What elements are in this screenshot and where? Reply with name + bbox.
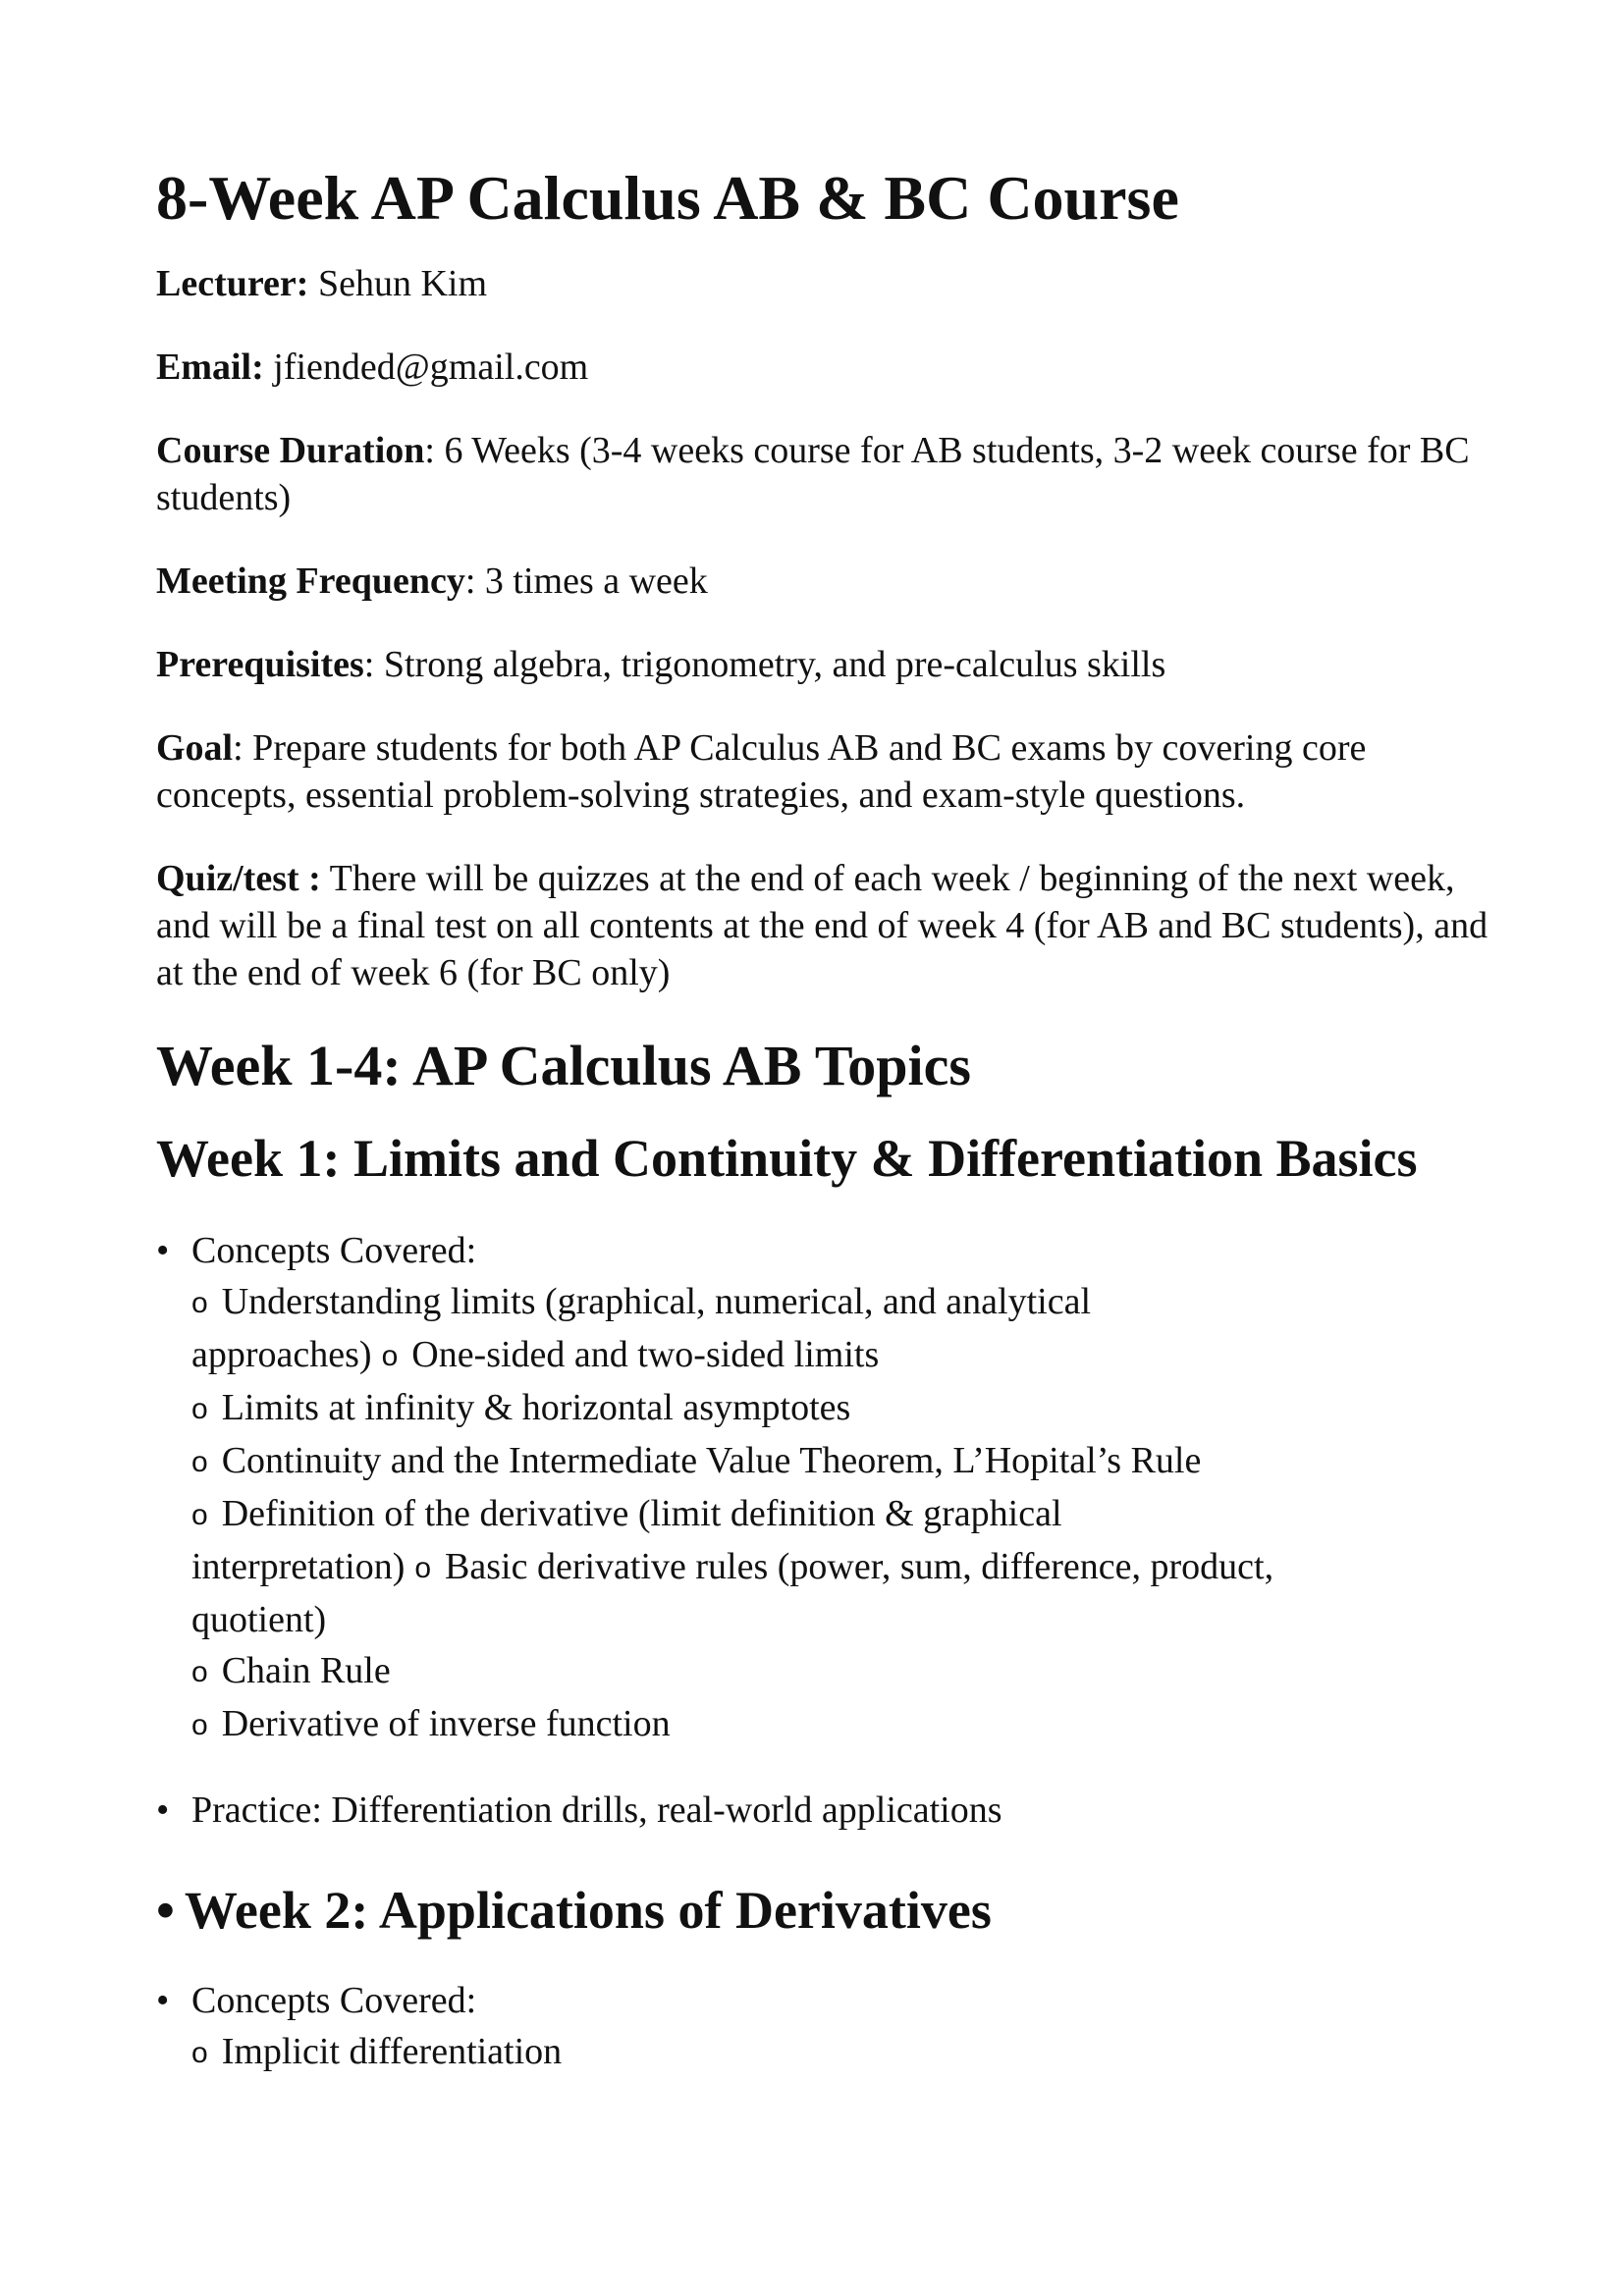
sub-bullet-icon: o: [191, 1656, 208, 1688]
section-ab-heading: Week 1-4: AP Calculus AB Topics: [156, 1034, 971, 1097]
quiz-line: [156, 855, 1491, 996]
sub-bullet-icon: o: [381, 1340, 399, 1372]
sub-bullet-icon: o: [191, 1287, 208, 1319]
duration-value: : 6 Weeks (3-4 weeks course for AB students, 3-2 week course for BC students): [156, 430, 1470, 518]
bullet-icon: •: [156, 1881, 175, 1940]
list-item: [191, 1645, 1491, 1698]
sub-bullet-icon: o: [414, 1552, 432, 1584]
week1-practice-item: [156, 1785, 1491, 1836]
week1-concepts-item: [156, 1225, 1491, 1276]
list-item-text: Chain Rule: [221, 1650, 391, 1691]
prerequisites-label: Prerequisites: [156, 644, 364, 685]
week2-concepts-label: Concepts Covered:: [191, 1980, 477, 2021]
week2-concepts-sublist: [156, 2026, 1491, 2079]
goal-label: Goal: [156, 727, 234, 769]
list-item: [191, 1276, 1491, 1329]
quiz-label: Quiz/test :: [156, 858, 321, 899]
prerequisites-line: [156, 641, 1491, 688]
goal-value: : Prepare students for both AP Calculus AB and BC exams by covering core concepts, essential problem-solving strategies, and exam-style questions.: [156, 727, 1367, 816]
sub-bullet-icon: o: [191, 1709, 208, 1741]
list-item-text: Basic derivative rules (power, sum, difference, product,: [445, 1546, 1274, 1587]
duration-label: Course Duration: [156, 430, 425, 471]
list-item: [191, 1698, 1491, 1751]
week2-concepts-item: [156, 1975, 1491, 2026]
bullet-icon: •: [156, 1980, 170, 2021]
sub-bullet-icon: o: [191, 1446, 208, 1478]
list-item-text: One-sided and two-sided limits: [411, 1334, 880, 1375]
list-item-text: approaches): [191, 1334, 372, 1375]
lecturer-value: Sehun Kim: [308, 263, 487, 304]
list-item: [191, 1541, 1491, 1594]
list-item-text: Definition of the derivative (limit definition & graphical: [221, 1493, 1062, 1534]
week1-concepts-sublist: [156, 1276, 1491, 1751]
document-page: [156, 162, 1491, 2079]
goal-line: [156, 724, 1491, 819]
quiz-value: There will be quizzes at the end of each week / beginning of the next week, and will be a final test on all contents at the end of week 4 (for AB and BC students), and at the end of week 6 (for BC only): [156, 858, 1489, 993]
list-item: [191, 1594, 1491, 1645]
prerequisites-value: : Strong algebra, trigonometry, and pre-calculus skills: [363, 644, 1166, 685]
frequency-label: Meeting Frequency: [156, 561, 465, 602]
bullet-icon: •: [156, 1230, 170, 1271]
list-item-text: Implicit differentiation: [221, 2031, 563, 2072]
week2-heading: [156, 1875, 1491, 1946]
sub-bullet-icon: o: [191, 1499, 208, 1531]
list-item-text: Limits at infinity & horizontal asymptotes: [221, 1387, 851, 1428]
list-item: [191, 1435, 1491, 1488]
sub-bullet-icon: o: [191, 1393, 208, 1425]
email-value: jfiended@gmail.com: [263, 347, 589, 388]
list-item: [191, 1382, 1491, 1435]
email-line: [156, 344, 1491, 391]
list-item: [191, 1329, 1491, 1382]
list-item-text: quotient): [191, 1599, 327, 1640]
list-item: [191, 1488, 1491, 1541]
list-item-text: interpretation): [191, 1546, 406, 1587]
course-title: 8-Week AP Calculus AB & BC Course: [156, 163, 1179, 233]
list-item: [191, 2026, 1491, 2079]
week1-concepts-label: Concepts Covered:: [191, 1230, 477, 1271]
list-item-text: Understanding limits (graphical, numerical, and analytical: [221, 1281, 1092, 1322]
bullet-icon: •: [156, 1789, 170, 1831]
lecturer-label: Lecturer:: [156, 263, 309, 304]
week1-heading: Week 1: Limits and Continuity & Differentiation Basics: [156, 1129, 1418, 1188]
duration-line: [156, 427, 1491, 521]
frequency-value: : 3 times a week: [464, 561, 708, 602]
sub-bullet-icon: o: [191, 2037, 208, 2069]
frequency-line: [156, 558, 1491, 605]
email-label: Email:: [156, 347, 264, 388]
list-item-text: Derivative of inverse function: [221, 1703, 671, 1744]
week2-heading-text: Week 2: Applications of Derivatives: [184, 1881, 992, 1940]
week1-practice-text: Practice: Differentiation drills, real-world applications: [191, 1789, 1002, 1831]
list-item-text: Continuity and the Intermediate Value Theorem, L’Hopital’s Rule: [221, 1440, 1202, 1481]
lecturer-line: [156, 260, 1491, 307]
